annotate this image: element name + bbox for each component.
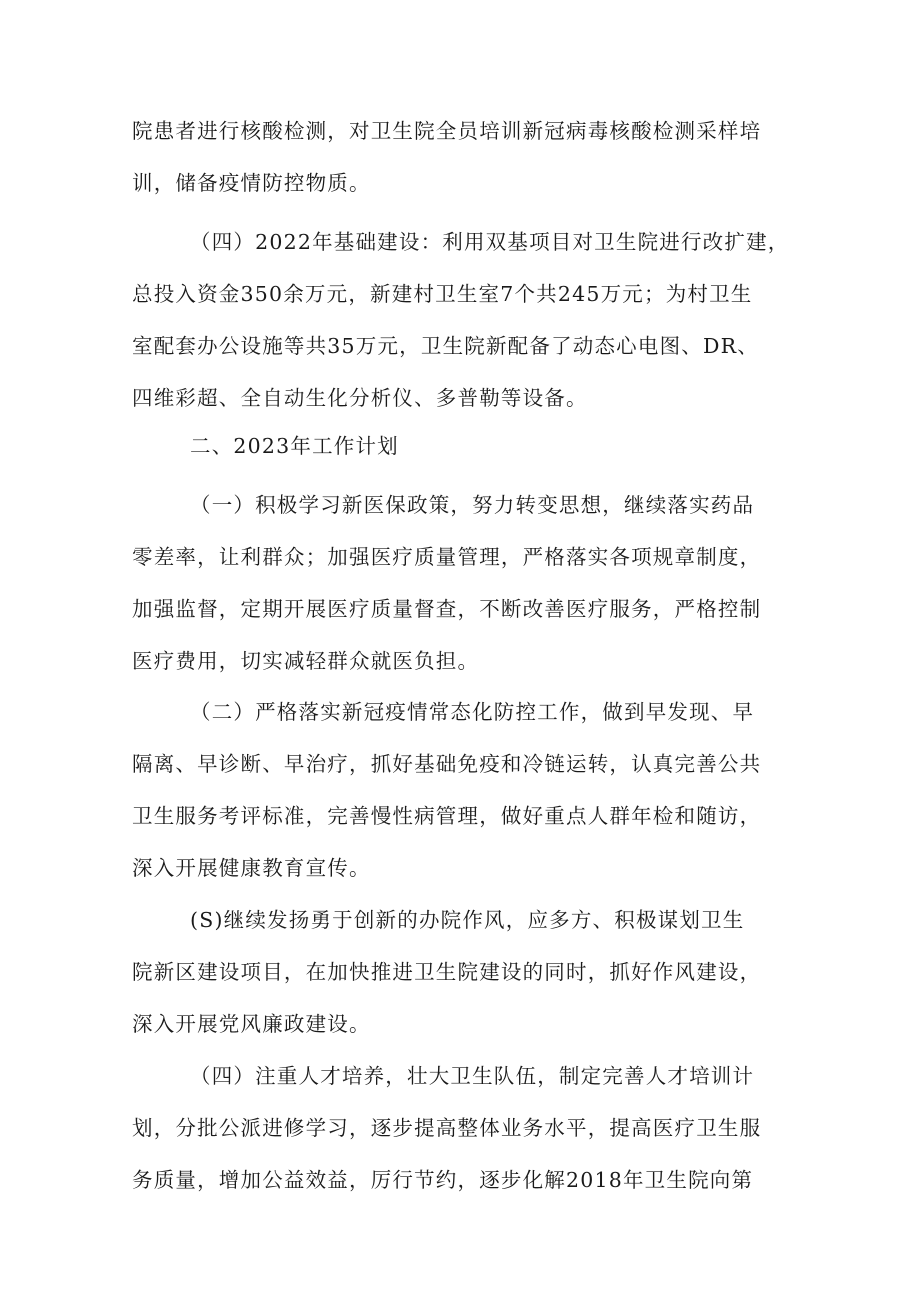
text-line: 总投入资金350余万元，新建村卫生室7个共245万元；为村卫生 — [132, 282, 753, 306]
text-line: 隔离、早诊断、早治疗，抓好基础免疫和冷链运转，认真完善公共 — [132, 752, 762, 776]
text-line: 深入开展党风廉政建设。 — [132, 1012, 371, 1036]
paragraph-plan-1 — [132, 479, 812, 687]
text-line: （四）2022年基础建设：利用双基项目对卫生院进行改扩建， — [190, 230, 790, 254]
text-line: 二、2023年工作计划 — [190, 434, 399, 458]
text-line: 院新区建设项目，在加快推进卫生院建设的同时，抓好作风建设， — [132, 960, 762, 984]
text-line: 四维彩超、全自动生化分析仪、多普勒等设备。 — [132, 386, 588, 410]
section-heading-2023-plan — [132, 420, 812, 472]
paragraph-plan-2 — [132, 686, 812, 894]
paragraph-plan-3 — [132, 894, 812, 1050]
text-line: 院患者进行核酸检测，对卫生院全员培训新冠病毒核酸检测采样培 — [132, 119, 762, 143]
text-line: （一）积极学习新医保政策，努力转变思想，继续落实药品 — [190, 493, 755, 517]
text-line: （二）严格落实新冠疫情常态化防控工作，做到早发现、早 — [190, 700, 755, 724]
text-line: 深入开展健康教育宣传。 — [132, 856, 371, 880]
text-line: 室配套办公设施等共35万元，卫生院新配备了动态心电图、DR、 — [132, 334, 759, 358]
paragraph-infrastructure-2022 — [132, 216, 812, 424]
text-line: 医疗费用，切实减轻群众就医负担。 — [132, 649, 480, 673]
text-line: 零差率，让利群众；加强医疗质量管理，严格落实各项规章制度， — [132, 545, 762, 569]
text-line: 划，分批公派进修学习，逐步提高整体业务水平，提高医疗卫生服 — [132, 1116, 762, 1140]
paragraph-covid-testing — [132, 105, 812, 209]
text-line: 训，储备疫情防控物质。 — [132, 171, 371, 195]
text-line: 务质量，增加公益效益，厉行节约，逐步化解2018年卫生院向第 — [132, 1168, 754, 1192]
text-line: 卫生服务考评标准，完善慢性病管理，做好重点人群年检和随访， — [132, 804, 762, 828]
text-line: (S)继续发扬勇于创新的办院作风，应多方、积极谋划卫生 — [190, 908, 745, 932]
text-line: 加强监督，定期开展医疗质量督查，不断改善医疗服务，严格控制 — [132, 597, 762, 621]
text-line: （四）注重人才培养，壮大卫生队伍，制定完善人才培训计 — [190, 1064, 755, 1088]
paragraph-plan-4 — [132, 1050, 812, 1206]
